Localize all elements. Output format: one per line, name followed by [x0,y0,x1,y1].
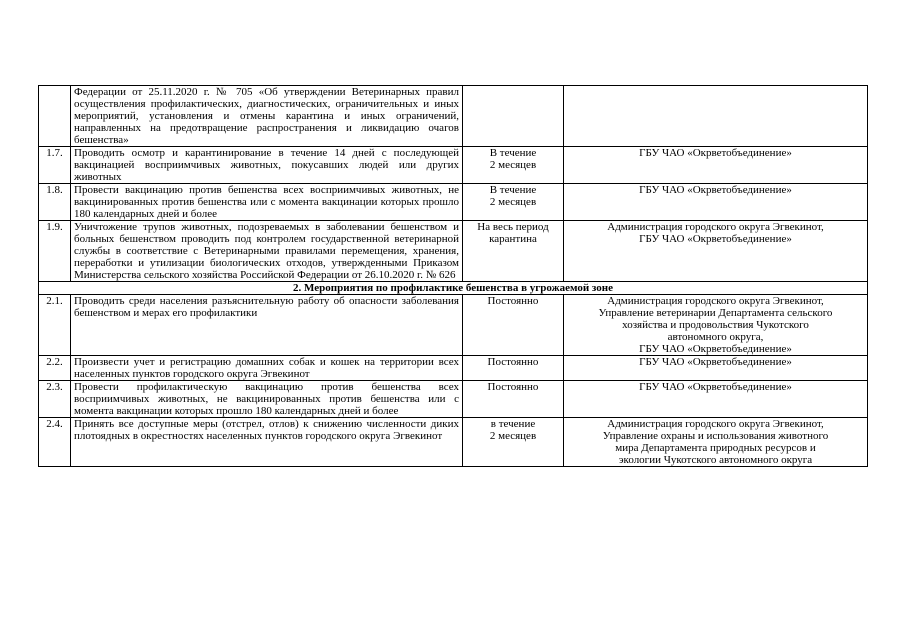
responsible-line: Управление охраны и использования животного [602,430,829,442]
responsible-cell [564,184,868,221]
term-cell [463,221,564,282]
row-number: 1.7. [39,147,71,184]
term-line: Постоянно [487,356,539,368]
term-line: Постоянно [487,381,539,393]
table-row [39,295,868,356]
term-cell [463,295,564,356]
table-row [39,147,868,184]
term-line: Постоянно [487,295,539,307]
measure-text: Провести вакцинацию против бешенства всех восприимчивых животных, не вакцинированных против бешенства или с момента вакцинации которых прошло 180 календарных дней и более [71,184,463,221]
term-cell [463,418,564,467]
table-row [39,418,868,467]
responsible-line: Администрация городского округа Эгвекинот, [607,418,824,430]
row-number: 1.9. [39,221,71,282]
responsible-line: Управление ветеринарии Департамента сельского [598,307,833,319]
term-line: 2 месяцев [489,196,537,208]
responsible-cell [564,356,868,381]
table-row [39,356,868,381]
table-row [39,221,868,282]
term-line: В течение [489,184,537,196]
term-line: в течение [490,418,536,430]
responsible-cell [564,86,868,147]
responsible-cell [564,381,868,418]
responsible-line: Администрация городского округа Эгвекинот, [607,295,824,307]
table-body-part2 [39,295,868,467]
section-header-row [39,282,868,295]
term-line: 2 месяцев [489,430,537,442]
term-line: На весь период [477,221,549,233]
measure-text: Проводить осмотр и карантинирование в течение 14 дней с последующей вакцинацией восприимчивых животных, покусавших людей или других животных [71,147,463,184]
measure-text: Произвести учет и регистрацию домашних собак и кошек на территории всех населенных пунктов городского округа Эгвекинот [71,356,463,381]
term-line: 2 месяцев [489,159,537,171]
row-number: 2.2. [39,356,71,381]
measure-text: Провести профилактическую вакцинацию против бешенства всех восприимчивых животных, не вакцинированных против бешенства или с момента вакцинации которых прошло 180 календарных дней и более [71,381,463,418]
term-line: карантина [489,233,537,245]
table-row [39,86,868,147]
table-body-part1 [39,86,868,295]
responsible-line: ГБУ ЧАО «Окрветобъединение» [639,381,792,393]
responsible-line: Администрация городского округа Эгвекинот, [607,221,824,233]
term-cell [463,147,564,184]
row-number: 2.3. [39,381,71,418]
responsible-line: ГБУ ЧАО «Окрветобъединение» [639,233,792,245]
responsible-cell [564,147,868,184]
responsible-line: автономного округа, [667,331,764,343]
responsible-cell [564,221,868,282]
measures-table [38,85,868,467]
row-number: 2.4. [39,418,71,467]
responsible-cell [564,295,868,356]
term-cell [463,86,564,147]
measure-text: Уничтожение трупов животных, подозреваемых в заболевании бешенством и больных бешенством проводить под контролем государственной ветеринарной службы в соответствие с Ветеринарными правилами перемещения, хранения, переработки и утилизации биологических отходов, утвержденными Приказом Министерства сельского хозяйства Российской Федерации от 26.10.2020 г. № 626 [71,221,463,282]
row-number [39,86,71,147]
measure-text: Проводить среди населения разъяснительную работу об опасности заболевания бешенством и мерах его профилактики [71,295,463,356]
responsible-line: экологии Чукотского автономного округа [618,454,813,466]
measure-text: Принять все доступные меры (отстрел, отлов) к снижению численности диких плотоядных в окрестностях населенных пунктов городского округа Эгвекинот [71,418,463,467]
section-title: 2. Мероприятия по профилактике бешенства в угрожаемой зоне [39,282,868,295]
term-line: В течение [489,147,537,159]
table-row [39,381,868,418]
measure-text: Федерации от 25.11.2020 г. № 705 «Об утверждении Ветеринарных правил осуществления профилактических, диагностических, ограничительных и иных мероприятий, установления и отмены карантина и иных ограничений, направленных на предотвращение распространения и ликвидацию очагов бешенства» [71,86,463,147]
term-cell [463,381,564,418]
row-number: 1.8. [39,184,71,221]
responsible-line: ГБУ ЧАО «Окрветобъединение» [639,343,792,355]
responsible-cell [564,418,868,467]
row-number: 2.1. [39,295,71,356]
responsible-line: хозяйства и продовольствия Чукотского [622,319,809,331]
responsible-line: ГБУ ЧАО «Окрветобъединение» [639,147,792,159]
table-row [39,184,868,221]
term-cell [463,356,564,381]
responsible-line: ГБУ ЧАО «Окрветобъединение» [639,356,792,368]
term-cell [463,184,564,221]
responsible-line: мира Департамента природных ресурсов и [615,442,816,454]
responsible-line: ГБУ ЧАО «Окрветобъединение» [639,184,792,196]
